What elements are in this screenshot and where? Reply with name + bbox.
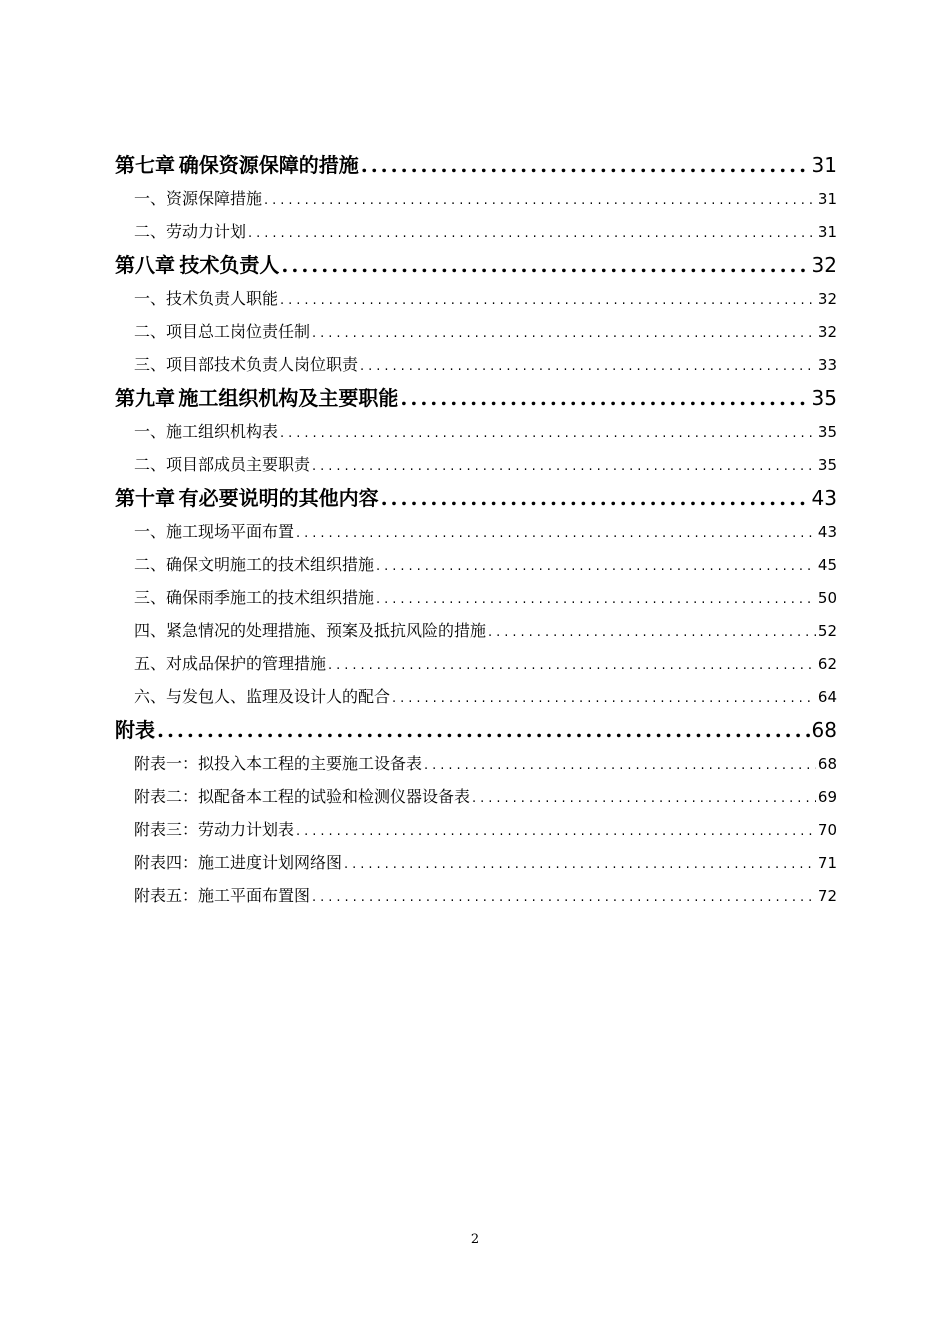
toc-section-row[interactable] <box>115 415 837 448</box>
leader-dots <box>361 148 810 182</box>
page-number: 32 <box>817 323 837 341</box>
page-number: 45 <box>817 556 837 574</box>
chapter-number: 第十章 <box>115 486 175 510</box>
leader-dots <box>281 248 809 282</box>
page-number: 31 <box>817 223 837 241</box>
section-title: 一、施工组织机构表 <box>134 422 279 441</box>
toc-section-row[interactable] <box>115 813 837 846</box>
leader-dots <box>400 381 809 415</box>
section-title: 附表二：拟配备本工程的试验和检测仪器设备表 <box>134 787 471 806</box>
page-number: 35 <box>817 423 837 441</box>
section-title: 四、紧急情况的处理措施、预案及抵抗风险的措施 <box>134 621 487 640</box>
leader-dots <box>424 749 816 780</box>
page-number: 68 <box>811 718 837 742</box>
leader-dots <box>312 881 816 912</box>
section-title: 五、对成品保护的管理措施 <box>134 654 327 673</box>
leader-dots <box>360 350 816 381</box>
leader-dots <box>312 450 816 481</box>
leader-dots <box>296 517 816 548</box>
page-number: 68 <box>817 755 837 773</box>
toc-section-row[interactable] <box>115 215 837 248</box>
toc-section-row[interactable] <box>115 846 837 879</box>
section-title: 附表一：拟投入本工程的主要施工设备表 <box>134 754 423 773</box>
leader-dots <box>280 417 816 448</box>
section-title: 附表三：劳动力计划表 <box>134 820 295 839</box>
page-number: 35 <box>817 456 837 474</box>
toc-chapter-row[interactable] <box>115 713 837 747</box>
toc-section-row[interactable] <box>115 581 837 614</box>
leader-dots <box>296 815 816 846</box>
page-number: 32 <box>811 253 837 277</box>
page-footer-number: 2 <box>470 1232 480 1247</box>
page-number: 52 <box>817 622 837 640</box>
toc-section-row[interactable] <box>115 879 837 912</box>
section-title: 二、确保文明施工的技术组织措施 <box>134 555 375 574</box>
leader-dots <box>381 481 810 515</box>
leader-dots <box>312 317 816 348</box>
toc-section-row[interactable] <box>115 282 837 315</box>
leader-dots <box>392 682 816 713</box>
section-title: 二、项目总工岗位责任制 <box>134 322 311 341</box>
section-title: 六、与发包人、监理及设计人的配合 <box>134 687 391 706</box>
chapter-title: 有必要说明的其他内容 <box>178 486 379 510</box>
section-title: 二、项目部成员主要职责 <box>134 455 311 474</box>
toc-section-row[interactable] <box>115 680 837 713</box>
chapter-number: 第七章 <box>115 153 175 177</box>
page-number: 72 <box>817 887 837 905</box>
chapter-title: 施工组织机构及主要职能 <box>178 386 399 410</box>
section-title: 一、技术负责人职能 <box>134 289 279 308</box>
leader-dots <box>344 848 816 879</box>
section-title: 三、确保雨季施工的技术组织措施 <box>134 588 375 607</box>
leader-dots <box>280 284 816 315</box>
chapter-number: 第九章 <box>115 386 175 410</box>
toc-section-row[interactable] <box>115 182 837 215</box>
page-number: 64 <box>817 688 837 706</box>
page-number: 43 <box>817 523 837 541</box>
page-number: 69 <box>817 788 837 806</box>
section-title: 附表五：施工平面布置图 <box>134 886 311 905</box>
page-number: 32 <box>817 290 837 308</box>
toc-section-row[interactable] <box>115 647 837 680</box>
toc-section-row[interactable] <box>115 348 837 381</box>
toc-section-row[interactable] <box>115 780 837 813</box>
toc-chapter-row[interactable] <box>115 148 837 182</box>
page-number: 62 <box>817 655 837 673</box>
leader-dots <box>328 649 816 680</box>
leader-dots <box>264 184 816 215</box>
toc-chapter-row[interactable] <box>115 381 837 415</box>
toc-section-row[interactable] <box>115 515 837 548</box>
toc-section-row[interactable] <box>115 614 837 647</box>
toc-section-row[interactable] <box>115 747 837 780</box>
chapter-title: 技术负责人 <box>179 253 280 277</box>
leader-dots <box>248 217 816 248</box>
leader-dots <box>376 583 816 614</box>
chapter-title: 附表 <box>115 718 155 742</box>
page-number: 33 <box>817 356 837 374</box>
section-title: 二、劳动力计划 <box>134 222 247 241</box>
leader-dots <box>376 550 816 581</box>
leader-dots <box>472 782 816 813</box>
section-title: 三、项目部技术负责人岗位职责 <box>134 355 359 374</box>
page-number: 70 <box>817 821 837 839</box>
section-title: 一、资源保障措施 <box>134 189 263 208</box>
section-title: 一、施工现场平面布置 <box>134 522 295 541</box>
toc-section-row[interactable] <box>115 448 837 481</box>
leader-dots <box>157 713 810 747</box>
page-number: 50 <box>817 589 837 607</box>
page-number: 35 <box>811 386 837 410</box>
page-number: 43 <box>811 486 837 510</box>
toc-chapter-row[interactable] <box>115 481 837 515</box>
chapter-number: 第八章 <box>115 253 175 277</box>
page-number: 31 <box>811 153 837 177</box>
table-of-contents <box>115 148 837 912</box>
page-number: 71 <box>817 854 837 872</box>
toc-section-row[interactable] <box>115 548 837 581</box>
toc-section-row[interactable] <box>115 315 837 348</box>
chapter-title: 确保资源保障的措施 <box>178 153 359 177</box>
section-title: 附表四：施工进度计划网络图 <box>134 853 343 872</box>
toc-chapter-row[interactable] <box>115 248 837 282</box>
leader-dots <box>488 616 816 647</box>
page-number: 31 <box>817 190 837 208</box>
